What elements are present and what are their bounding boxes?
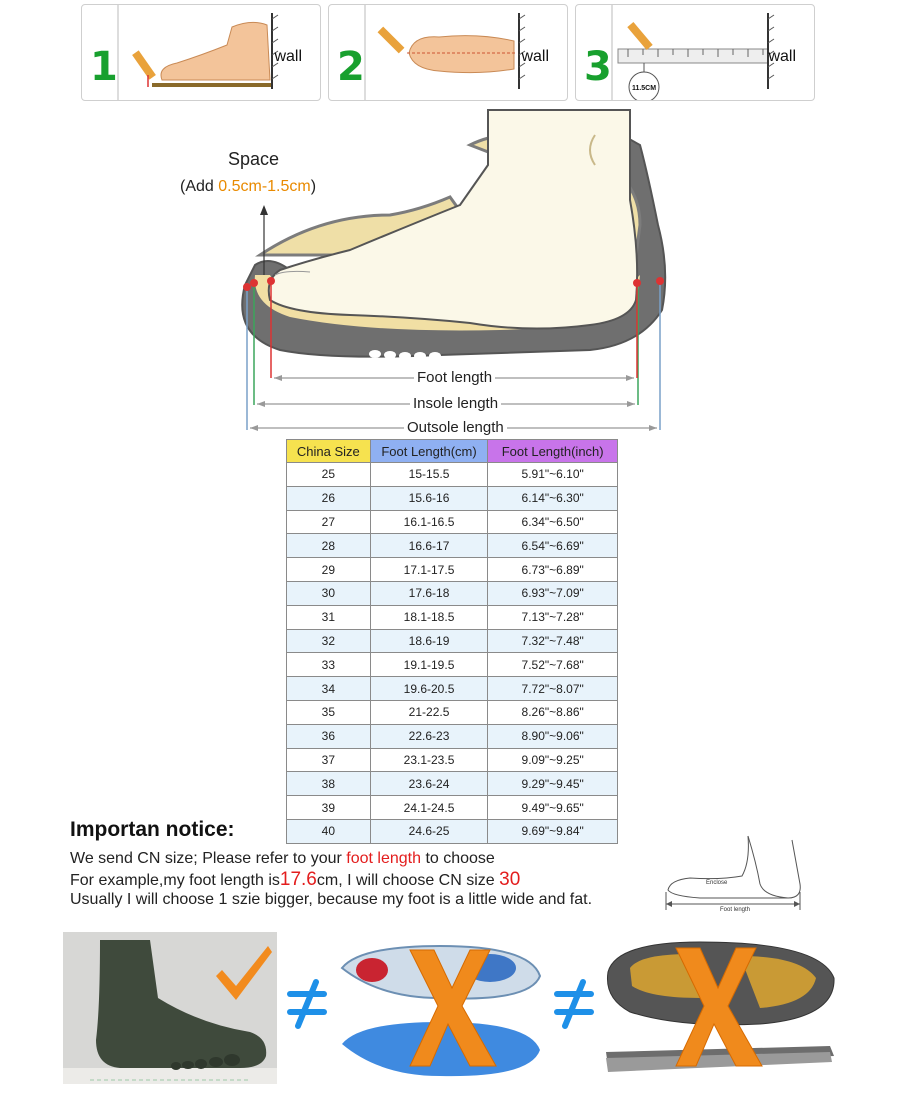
foot-length-cm-cell: 24.1-24.5	[370, 796, 488, 820]
table-row	[287, 653, 618, 677]
china-size-cell: 34	[287, 677, 371, 701]
foot-mannequin-photo	[63, 932, 277, 1084]
space-title: Space	[228, 149, 280, 169]
header-china-size: China Size	[287, 440, 371, 463]
china-size-cell: 39	[287, 796, 371, 820]
foot-vs-insole-vs-outsole-comparison	[0, 928, 900, 1088]
wall-label: wall	[768, 48, 796, 65]
sketch-foot-length-label: Foot length	[720, 907, 751, 913]
foot-length-inch-cell: 7.52"~7.68"	[488, 653, 618, 677]
foot-length-cm-cell: 19.6-20.5	[370, 677, 488, 701]
sketch-enclose-label: Enclose	[706, 880, 728, 886]
china-size-cell: 36	[287, 724, 371, 748]
foot-length-cm-cell: 15.6-16	[370, 486, 488, 510]
notice-line-1-prefix: We send CN size; Please refer to your	[70, 850, 347, 867]
notice-line-2-prefix: For example,my foot length is	[70, 872, 280, 889]
wall-label: wall	[521, 48, 549, 65]
table-row	[287, 796, 618, 820]
insole-start-dot	[250, 279, 258, 287]
space-note	[180, 178, 316, 196]
china-size-cell: 38	[287, 772, 371, 796]
step-number: 2	[337, 44, 365, 90]
foot-length-inch-cell: 6.34"~6.50"	[488, 510, 618, 534]
space-note-value: 0.5cm-1.5cm	[218, 178, 311, 195]
outsole-start-dot	[243, 283, 251, 291]
foot-length-sketch	[660, 832, 810, 914]
insole-length-label: Insole length	[410, 395, 501, 412]
foot-length-inch-cell: 7.13"~7.28"	[488, 605, 618, 629]
foot-length-cm-cell: 22.6-23	[370, 724, 488, 748]
foot-length-cm-cell: 19.1-19.5	[370, 653, 488, 677]
foot-length-inch-cell: 9.69"~9.84"	[488, 819, 618, 843]
foot-length-cm-cell: 15-15.5	[370, 463, 488, 487]
table-row	[287, 534, 618, 558]
not-equal-icon	[557, 982, 591, 1026]
notice-line-2-size: 30	[499, 869, 521, 890]
foot-length-cm-cell: 23.1-23.5	[370, 748, 488, 772]
foot-length-cm-cell: 17.1-17.5	[370, 558, 488, 582]
notice-line-1-highlight: foot length	[346, 850, 421, 867]
foot-length-inch-cell: 9.09"~9.25"	[488, 748, 618, 772]
notice-line-2-value: 17.6	[279, 869, 317, 890]
foot-length-inch-cell: 9.29"~9.45"	[488, 772, 618, 796]
outsole-length-label: Outsole length	[404, 419, 507, 436]
table-row	[287, 772, 618, 796]
step-number: 1	[90, 44, 118, 90]
china-size-cell: 27	[287, 510, 371, 534]
table-row	[287, 486, 618, 510]
china-size-cell: 31	[287, 605, 371, 629]
china-size-cell: 29	[287, 558, 371, 582]
table-header-row	[287, 440, 618, 463]
notice-line-2	[70, 869, 520, 891]
step-2-panel	[328, 4, 568, 101]
foot-length-cm-cell: 17.6-18	[370, 581, 488, 605]
foot-length-inch-cell: 7.72"~8.07"	[488, 677, 618, 701]
notice-line-1	[70, 850, 495, 868]
foot-length-inch-cell: 6.54"~6.69"	[488, 534, 618, 558]
table-row	[287, 819, 618, 843]
notice-line-2-middle: cm, I will choose CN size	[316, 872, 500, 889]
step-number: 3	[584, 44, 612, 90]
table-row	[287, 510, 618, 534]
china-size-cell: 33	[287, 653, 371, 677]
table-row	[287, 463, 618, 487]
table-row	[287, 605, 618, 629]
header-foot-length-inch: Foot Length(inch)	[488, 440, 618, 463]
foot-length-cm-cell: 21-22.5	[370, 700, 488, 724]
foot-length-inch-cell: 6.14"~6.30"	[488, 486, 618, 510]
foot-length-inch-cell: 6.93"~7.09"	[488, 581, 618, 605]
table-row	[287, 700, 618, 724]
foot-length-cm-cell: 23.6-24	[370, 772, 488, 796]
foot-end-dot	[633, 279, 641, 287]
china-size-cell: 32	[287, 629, 371, 653]
foot-length-inch-cell: 6.73"~6.89"	[488, 558, 618, 582]
table-row	[287, 581, 618, 605]
table-row	[287, 724, 618, 748]
wall-label: wall	[274, 48, 302, 65]
foot-length-cm-cell: 18.6-19	[370, 629, 488, 653]
step-3-panel	[575, 4, 815, 101]
notice-title: Importan notice:	[70, 818, 235, 841]
ruler-reading: 11.5CM	[631, 85, 657, 92]
table-row	[287, 748, 618, 772]
notice-line-3: Usually I will choose 1 szie bigger, because my foot is a little wide and fat.	[70, 891, 593, 908]
foot-length-cm-cell: 16.6-17	[370, 534, 488, 558]
foot-length-label: Foot length	[414, 369, 495, 386]
table-row	[287, 558, 618, 582]
foot-start-dot	[267, 277, 275, 285]
china-size-cell: 35	[287, 700, 371, 724]
size-table-body	[287, 463, 618, 844]
china-size-cell: 28	[287, 534, 371, 558]
china-size-cell: 30	[287, 581, 371, 605]
foot-length-inch-cell: 9.49"~9.65"	[488, 796, 618, 820]
foot-length-cm-cell: 16.1-16.5	[370, 510, 488, 534]
outsole-end-dot	[656, 277, 664, 285]
foot-length-cm-cell: 18.1-18.5	[370, 605, 488, 629]
foot-length-inch-cell: 7.32"~7.48"	[488, 629, 618, 653]
china-size-cell: 37	[287, 748, 371, 772]
china-size-cell: 25	[287, 463, 371, 487]
foot-length-inch-cell: 8.26"~8.86"	[488, 700, 618, 724]
not-equal-icon	[290, 982, 324, 1026]
step-1-panel	[81, 4, 321, 101]
foot-length-cm-cell: 24.6-25	[370, 819, 488, 843]
space-note-suffix: )	[310, 178, 317, 195]
space-note-prefix: (Add	[180, 178, 219, 195]
notice-line-1-suffix: to choose	[421, 850, 495, 867]
china-size-cell: 26	[287, 486, 371, 510]
size-chart-table	[286, 439, 618, 844]
china-size-cell: 40	[287, 819, 371, 843]
table-row	[287, 629, 618, 653]
header-foot-length-cm: Foot Length(cm)	[370, 440, 488, 463]
foot-length-inch-cell: 8.90"~9.06"	[488, 724, 618, 748]
table-row	[287, 677, 618, 701]
foot-length-inch-cell: 5.91"~6.10"	[488, 463, 618, 487]
